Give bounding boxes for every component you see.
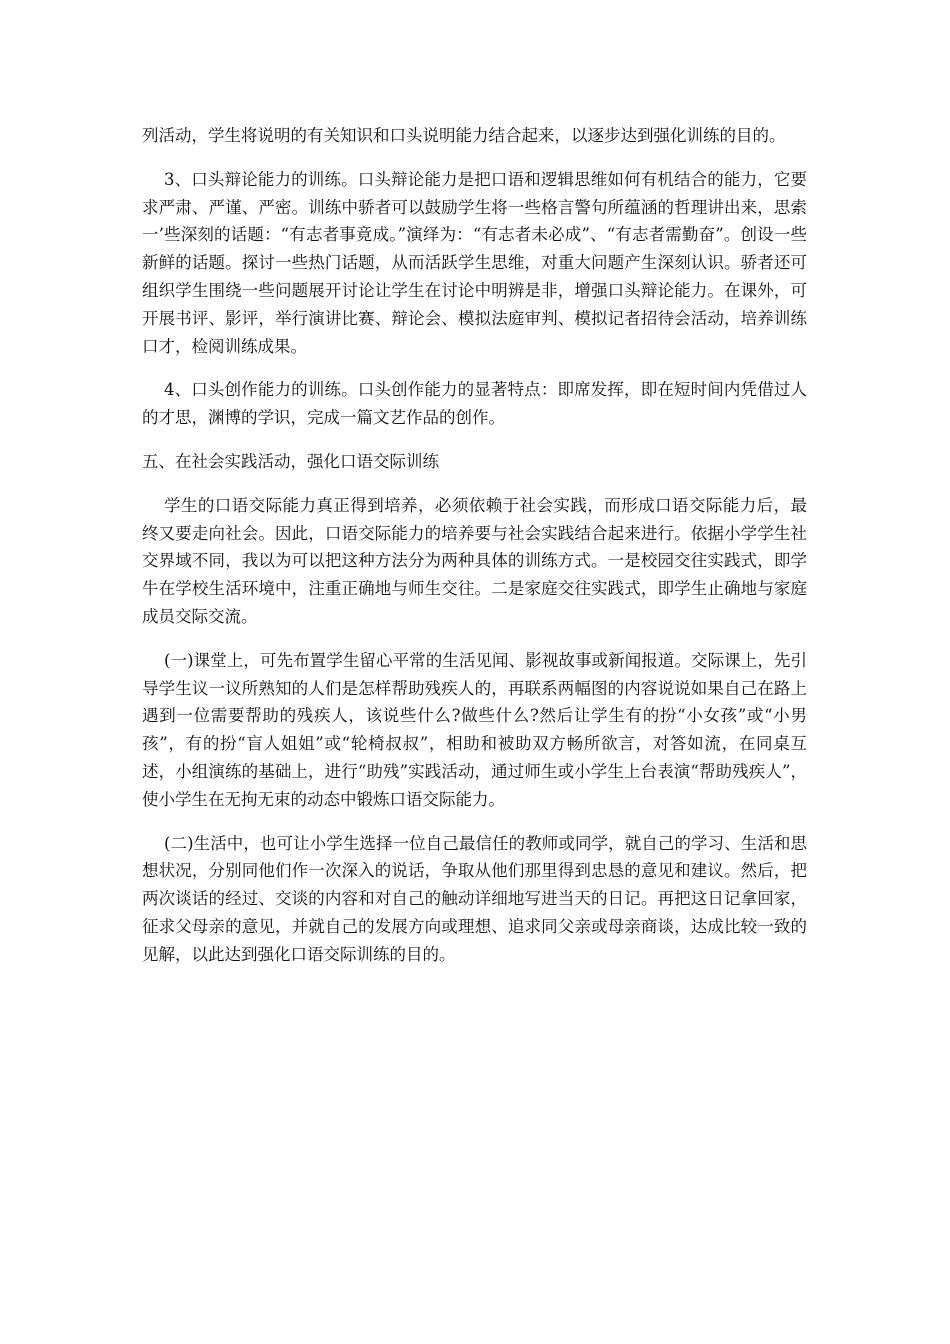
section-heading-social-practice: 五、在社会实践活动，强化口语交际训练	[142, 451, 439, 471]
paragraph-classroom: (一)课堂上，可先布置学生留心平常的生活见闻、影视故事或新闻报道。交际课上，先引导学生议一议所熟知的人们是怎样帮助残疾人的，再联系两幅图的内容说说如果自己在路上遇到一位需要帮助的残疾人，该说些什么?做些什么?然后让学生有的扮“小女孩”或“小男孩”，有的扮“盲人姐姐”或“轮椅叔叔”，相助和被助双方畅所欲言，对答如流，在同桌互述，小组演练的基础上，进行“助残”实践活动，通过师生或小学生上台表演“帮助残疾人”，使小学生在无拘无束的动态中锻炼口语交际能力。	[142, 650, 807, 809]
paragraph-debate-training: 3、口头辩论能力的训练。口头辩论能力是把口语和逻辑思维如何有机结合的能力，它要求严肃、严谨、严密。训练中骄者可以鼓励学生将一些格言警句所蕴涵的哲理讲出来，思索一’些深刻的话题：“有志者事竟成。”演绎为：“有志者未必成”、“有志者需勤奋”。创设一些新鲜的话题。探讨一些热门话题，从而活跃学生思维，对重大问题产生深刻认识。骄者还可组织学生围绕一些问题展开讨论让学生在讨论中明辨是非，增强口头辩论能力。在课外，可开展书评、影评，举行演讲比赛、辩论会、模拟法庭审判、模拟记者招待会活动，培养训练口才，检阅训练成果。	[142, 169, 807, 356]
document-body	[142, 122, 807, 985]
paragraph-social-practice: 学生的口语交际能力真正得到培养，必须依赖于社会实践，而形成口语交际能力后，最终又要走向社会。因此，口语交际能力的培养要与社会实践结合起来进行。依据小学学生社交界域不同，我以为可以把这种方法分为两种具体的训练方式。一是校园交往实践式，即学牛在学校生活环境中，注重正确地与师生交往。二是家庭交往实践式，即学生止确地与家庭成员交际交流。	[142, 495, 807, 626]
paragraph-creative-training: 4、口头创作能力的训练。口头创作能力的显著特点：即席发挥，即在短时间内凭借过人的才思，渊博的学识，完成一篇文艺作品的创作。	[142, 380, 807, 428]
paragraph-daily-life: (二)生活中，也可让小学生选择一位自己最信任的教师或同学，就自己的学习、生活和思想状况，分别同他们作一次深入的说话，争取从他们那里得到忠恳的意见和建议。然后，把两次谈话的经过、交谈的内容和对自己的触动详细地写进当天的日记。再把这日记拿回家，征求父母亲的意见，并就自己的发展方向或理想、追求同父亲或母亲商谈，达成比较一致的见解，以此达到强化口语交际训练的目的。	[142, 833, 807, 964]
paragraph-continuation: 列活动，学生将说明的有关知识和口头说明能力结合起来，以逐步达到强化训练的目的。	[142, 126, 786, 145]
